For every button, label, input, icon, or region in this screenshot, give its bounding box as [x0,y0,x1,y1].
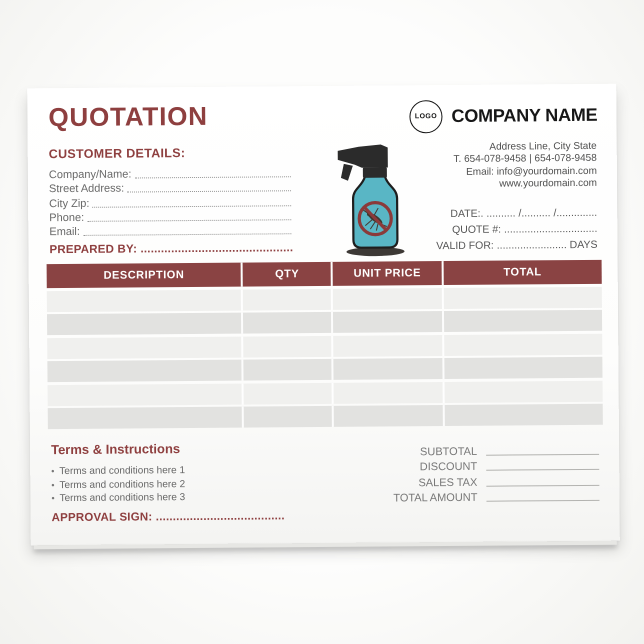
subtotal-row [393,442,599,459]
company-address-line: Address Line, City State [489,140,597,153]
customer-details-heading: CUSTOMER DETAILS: [48,146,186,162]
subtotal-label: SUBTOTAL [419,445,478,459]
quotation-notepad-page [27,84,620,546]
amount-fill-line [486,484,599,486]
dotted-fill-line [92,205,291,208]
table-header-row [47,260,602,288]
valid-for-line: VALID FOR: ........................ DAYS [436,238,598,252]
table-row [47,310,602,335]
company-phone-line: T. 654-078-9458 | 654-078-9458 [453,153,597,166]
company-contact-block [453,141,597,192]
dotted-fill-line [134,176,290,178]
column-header-description: DESCRIPTION [47,263,244,289]
approval-sign-label: APPROVAL SIGN: [51,511,153,525]
dotted-fill-line [83,233,291,236]
table-row [47,357,602,382]
company-brand-block [409,99,597,133]
terms-item: • Terms and conditions here 3 [51,491,185,506]
total-amount-row [393,487,599,504]
quote-number-line: QUOTE #: ................................ [452,222,598,236]
date-line: DATE:. .......... /.......... /.............. [450,206,598,221]
column-header-qty: QTY [243,262,333,287]
terms-section [51,441,185,506]
customer-details-section [49,145,292,238]
logo-circle-icon: LOGO [409,100,442,133]
column-header-unit-price: UNIT PRICE [333,261,444,286]
prepared-by-dots: ............................................. [140,242,294,256]
dotted-fill-line [127,191,291,193]
amount-fill-line [486,454,599,456]
company-website: www.yourdomain.com [499,178,598,190]
bottle-neck-collar [363,167,387,177]
pest-control-spray-bottle-illustration [329,142,422,261]
table-row [48,380,603,405]
table-row [47,333,602,358]
terms-heading: Terms & Instructions [50,441,181,458]
approval-sign-dots: ...................................... [155,510,285,524]
table-body [47,286,603,429]
field-label: City Zip: [49,197,90,210]
company-email-line: Email: info@yourdomain.com [466,165,597,178]
sales-tax-label: SALES TAX [418,476,478,489]
discount-label: DISCOUNT [419,461,478,474]
prepared-by-label: PREPARED BY: [49,243,138,257]
total-amount-label: TOTAL AMOUNT [393,491,478,505]
approval-sign-line [52,510,285,524]
field-label: Street Address: [48,182,125,196]
amount-fill-line [486,469,599,471]
discount-row [393,457,599,474]
sprayer-trigger [341,164,353,181]
totals-section [393,442,600,504]
quote-meta-block [436,206,598,255]
table-row [48,404,603,429]
company-name: COMPANY NAME [451,104,598,126]
terms-item: • Terms and conditions here 1 [51,464,185,479]
field-label: Email: [49,225,80,239]
table-row [47,286,602,311]
amount-fill-line [486,500,599,502]
customer-field-email [49,222,291,238]
field-label: Company/Name: [48,168,132,182]
terms-item: • Terms and conditions here 2 [51,478,185,493]
prepared-by-line [49,242,293,256]
quotation-items-table [47,260,603,429]
dotted-fill-line [87,219,291,222]
column-header-total: TOTAL [503,266,542,279]
sales-tax-row [393,472,599,489]
field-label: Phone: [49,211,85,224]
page-title: QUOTATION [48,100,208,133]
